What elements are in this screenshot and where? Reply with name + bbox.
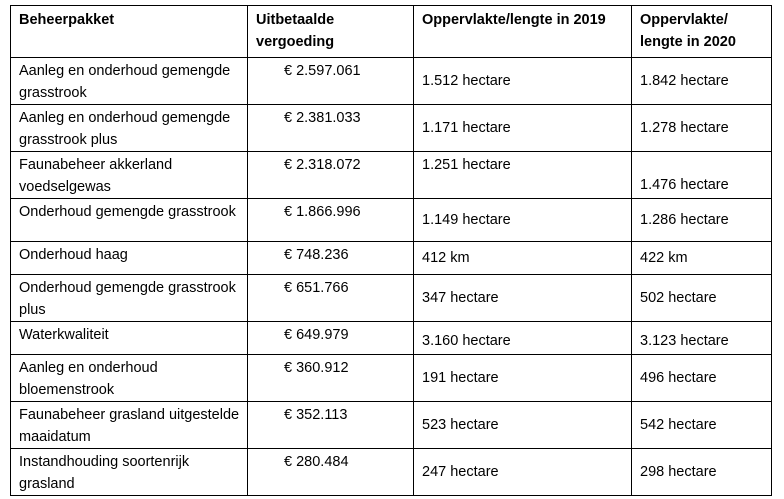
cell-pakket: Faunabeheer akkerland voedselgewas	[11, 152, 248, 199]
cell-2020: 1.842 hectare	[632, 58, 772, 105]
cell-2020: 1.286 hectare	[632, 199, 772, 242]
cell-vergoeding: € 2.318.072	[248, 152, 414, 199]
cell-pakket: Aanleg en onderhoud bloemenstrook	[11, 355, 248, 402]
cell-2020: 542 hectare	[632, 402, 772, 449]
header-beheerpakket: Beheerpakket	[11, 6, 248, 58]
header-row	[11, 6, 772, 58]
cell-2020: 1.476 hectare	[632, 152, 772, 199]
cell-vergoeding: € 651.766	[248, 275, 414, 322]
table-row	[11, 152, 772, 199]
cell-2019: 347 hectare	[414, 275, 632, 322]
table-row	[11, 242, 772, 275]
cell-2020: 298 hectare	[632, 449, 772, 496]
cell-pakket: Onderhoud gemengde grasstrook	[11, 199, 248, 242]
cell-vergoeding: € 649.979	[248, 322, 414, 355]
cell-2020: 502 hectare	[632, 275, 772, 322]
cell-pakket: Aanleg en onderhoud gemengde grasstrook plus	[11, 105, 248, 152]
cell-2019: 191 hectare	[414, 355, 632, 402]
cell-2019: 412 km	[414, 242, 632, 275]
cell-vergoeding: € 2.597.061	[248, 58, 414, 105]
cell-vergoeding: € 360.912	[248, 355, 414, 402]
table-row	[11, 275, 772, 322]
cell-vergoeding: € 2.381.033	[248, 105, 414, 152]
cell-pakket: Instandhouding soortenrijk grasland	[11, 449, 248, 496]
cell-pakket: Waterkwaliteit	[11, 322, 248, 355]
cell-vergoeding: € 280.484	[248, 449, 414, 496]
cell-pakket: Faunabeheer grasland uitgestelde maaidatum	[11, 402, 248, 449]
cell-2019: 1.171 hectare	[414, 105, 632, 152]
cell-vergoeding: € 1.866.996	[248, 199, 414, 242]
cell-pakket: Aanleg en onderhoud gemengde grasstrook	[11, 58, 248, 105]
cell-2019: 1.149 hectare	[414, 199, 632, 242]
cell-vergoeding: € 352.113	[248, 402, 414, 449]
cell-2020: 3.123 hectare	[632, 322, 772, 355]
cell-2019: 1.251 hectare	[414, 152, 632, 199]
cell-2019: 1.512 hectare	[414, 58, 632, 105]
table-row	[11, 355, 772, 402]
header-2020: Oppervlakte/ lengte in 2020	[632, 6, 772, 58]
cell-2019: 3.160 hectare	[414, 322, 632, 355]
header-2019: Oppervlakte/lengte in 2019	[414, 6, 632, 58]
cell-2020: 1.278 hectare	[632, 105, 772, 152]
table-row	[11, 105, 772, 152]
table-row	[11, 58, 772, 105]
cell-2019: 523 hectare	[414, 402, 632, 449]
cell-pakket: Onderhoud haag	[11, 242, 248, 275]
header-vergoeding: Uitbetaalde vergoeding	[248, 6, 414, 58]
cell-2019: 247 hectare	[414, 449, 632, 496]
cell-pakket: Onderhoud gemengde grasstrook plus	[11, 275, 248, 322]
beheerpakket-table	[10, 5, 772, 496]
cell-2020: 422 km	[632, 242, 772, 275]
table-row	[11, 402, 772, 449]
cell-2020: 496 hectare	[632, 355, 772, 402]
cell-vergoeding: € 748.236	[248, 242, 414, 275]
table-row	[11, 322, 772, 355]
table-row	[11, 449, 772, 496]
table-row	[11, 199, 772, 242]
